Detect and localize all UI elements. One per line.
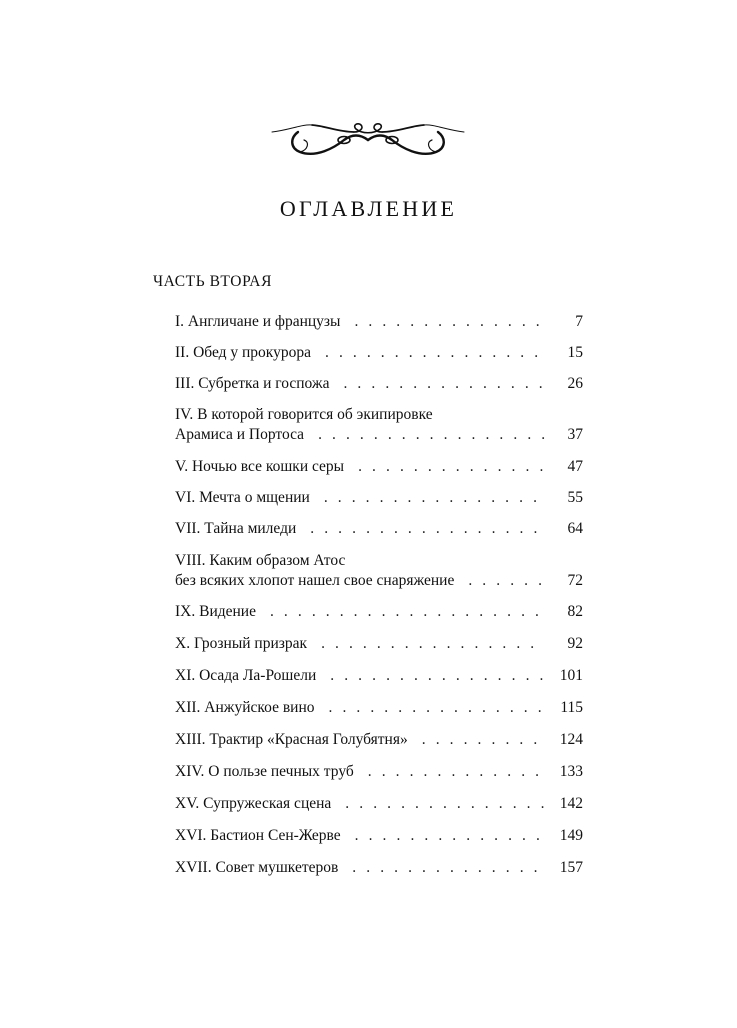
entry-title: VI. Мечта о мщении: [175, 489, 310, 506]
page-number: 26: [567, 375, 583, 392]
entry-title: V. Ночью все кошки серы: [175, 458, 345, 475]
toc-entry: [175, 634, 583, 654]
dot-leader: [468, 571, 545, 591]
page-number: 72: [567, 572, 583, 589]
page-number: 157: [559, 859, 583, 876]
toc-entry: [175, 519, 583, 539]
toc-entry: [175, 488, 583, 508]
scroll-flourish-ornament-icon: [268, 110, 468, 162]
page-number: 149: [559, 827, 583, 844]
toc-entry: [175, 762, 583, 782]
page-number: 55: [567, 489, 583, 506]
page-number: 101: [559, 667, 583, 684]
page-number: 115: [560, 699, 583, 716]
toc-entry: [175, 794, 583, 814]
toc-entry: [175, 343, 583, 363]
entry-title: XVII. Совет мушкетеров: [175, 859, 339, 876]
entry-title: X. Грозный призрак: [175, 635, 308, 652]
page-number: 133: [559, 763, 583, 780]
toc-entry: [175, 858, 583, 878]
toc-entry: [175, 602, 583, 622]
dot-leader: [321, 634, 545, 654]
dot-leader: [422, 730, 545, 750]
entry-title: IX. Видение: [175, 603, 256, 620]
toc-entry: [175, 666, 583, 686]
entry-title: XIV. О пользе печных труб: [175, 763, 354, 780]
dot-leader: [324, 488, 545, 508]
entry-title: II. Обед у прокурора: [175, 344, 311, 361]
page-title: ОГЛАВЛЕНИЕ: [279, 196, 458, 221]
toc-entry: [175, 826, 583, 846]
entry-title: XVI. Бастион Сен-Жерве: [175, 827, 341, 844]
toc-entry: [175, 730, 583, 750]
page-number: 47: [567, 458, 583, 475]
dot-leader: [318, 425, 545, 445]
entry-title: XI. Осада Ла-Рошели: [175, 667, 317, 684]
page-number: 15: [567, 344, 583, 361]
page-number: 37: [567, 426, 583, 443]
entry-title: Арамиса и Портоса: [175, 426, 305, 443]
dot-leader: [368, 762, 545, 782]
dot-leader: [343, 374, 545, 394]
dot-leader: [358, 457, 545, 477]
dot-leader: [345, 794, 545, 814]
entry-title: без всяких хлопот нашел свое снаряжение: [175, 572, 455, 589]
page-number: 7: [575, 313, 583, 330]
toc-entry: [175, 457, 583, 477]
dot-leader: [354, 312, 545, 332]
dot-leader: [329, 698, 546, 718]
toc-entry: [175, 312, 583, 332]
entry-title-line1: IV. В которой говорится об экипировке: [175, 406, 433, 423]
toc-entry: [175, 374, 583, 394]
page-number: 82: [567, 603, 583, 620]
entry-title: VII. Тайна миледи: [175, 520, 297, 537]
entry-title: III. Субретка и госпожа: [175, 375, 330, 392]
toc-entry: [175, 698, 583, 718]
page-number: 64: [567, 520, 583, 537]
entry-title: XIII. Трактир «Красная Голубятня»: [175, 731, 408, 748]
page-number: 92: [567, 635, 583, 652]
entry-title: XII. Анжуйское вино: [175, 699, 315, 716]
dot-leader: [330, 666, 545, 686]
page-number: 124: [559, 731, 583, 748]
entry-title-line1: VIII. Каким образом Атос: [175, 552, 346, 569]
dot-leader: [270, 602, 545, 622]
dot-leader: [310, 519, 545, 539]
page-number: 142: [559, 795, 583, 812]
entry-title: XV. Супружеская сцена: [175, 795, 332, 812]
dot-leader: [355, 826, 545, 846]
entry-title: I. Англичане и французы: [175, 313, 341, 330]
dot-leader: [325, 343, 545, 363]
toc-entry: [175, 551, 583, 591]
part-heading: ЧАСТЬ ВТОРАЯ: [153, 273, 273, 290]
dot-leader: [352, 858, 545, 878]
toc-entry: [175, 405, 583, 445]
